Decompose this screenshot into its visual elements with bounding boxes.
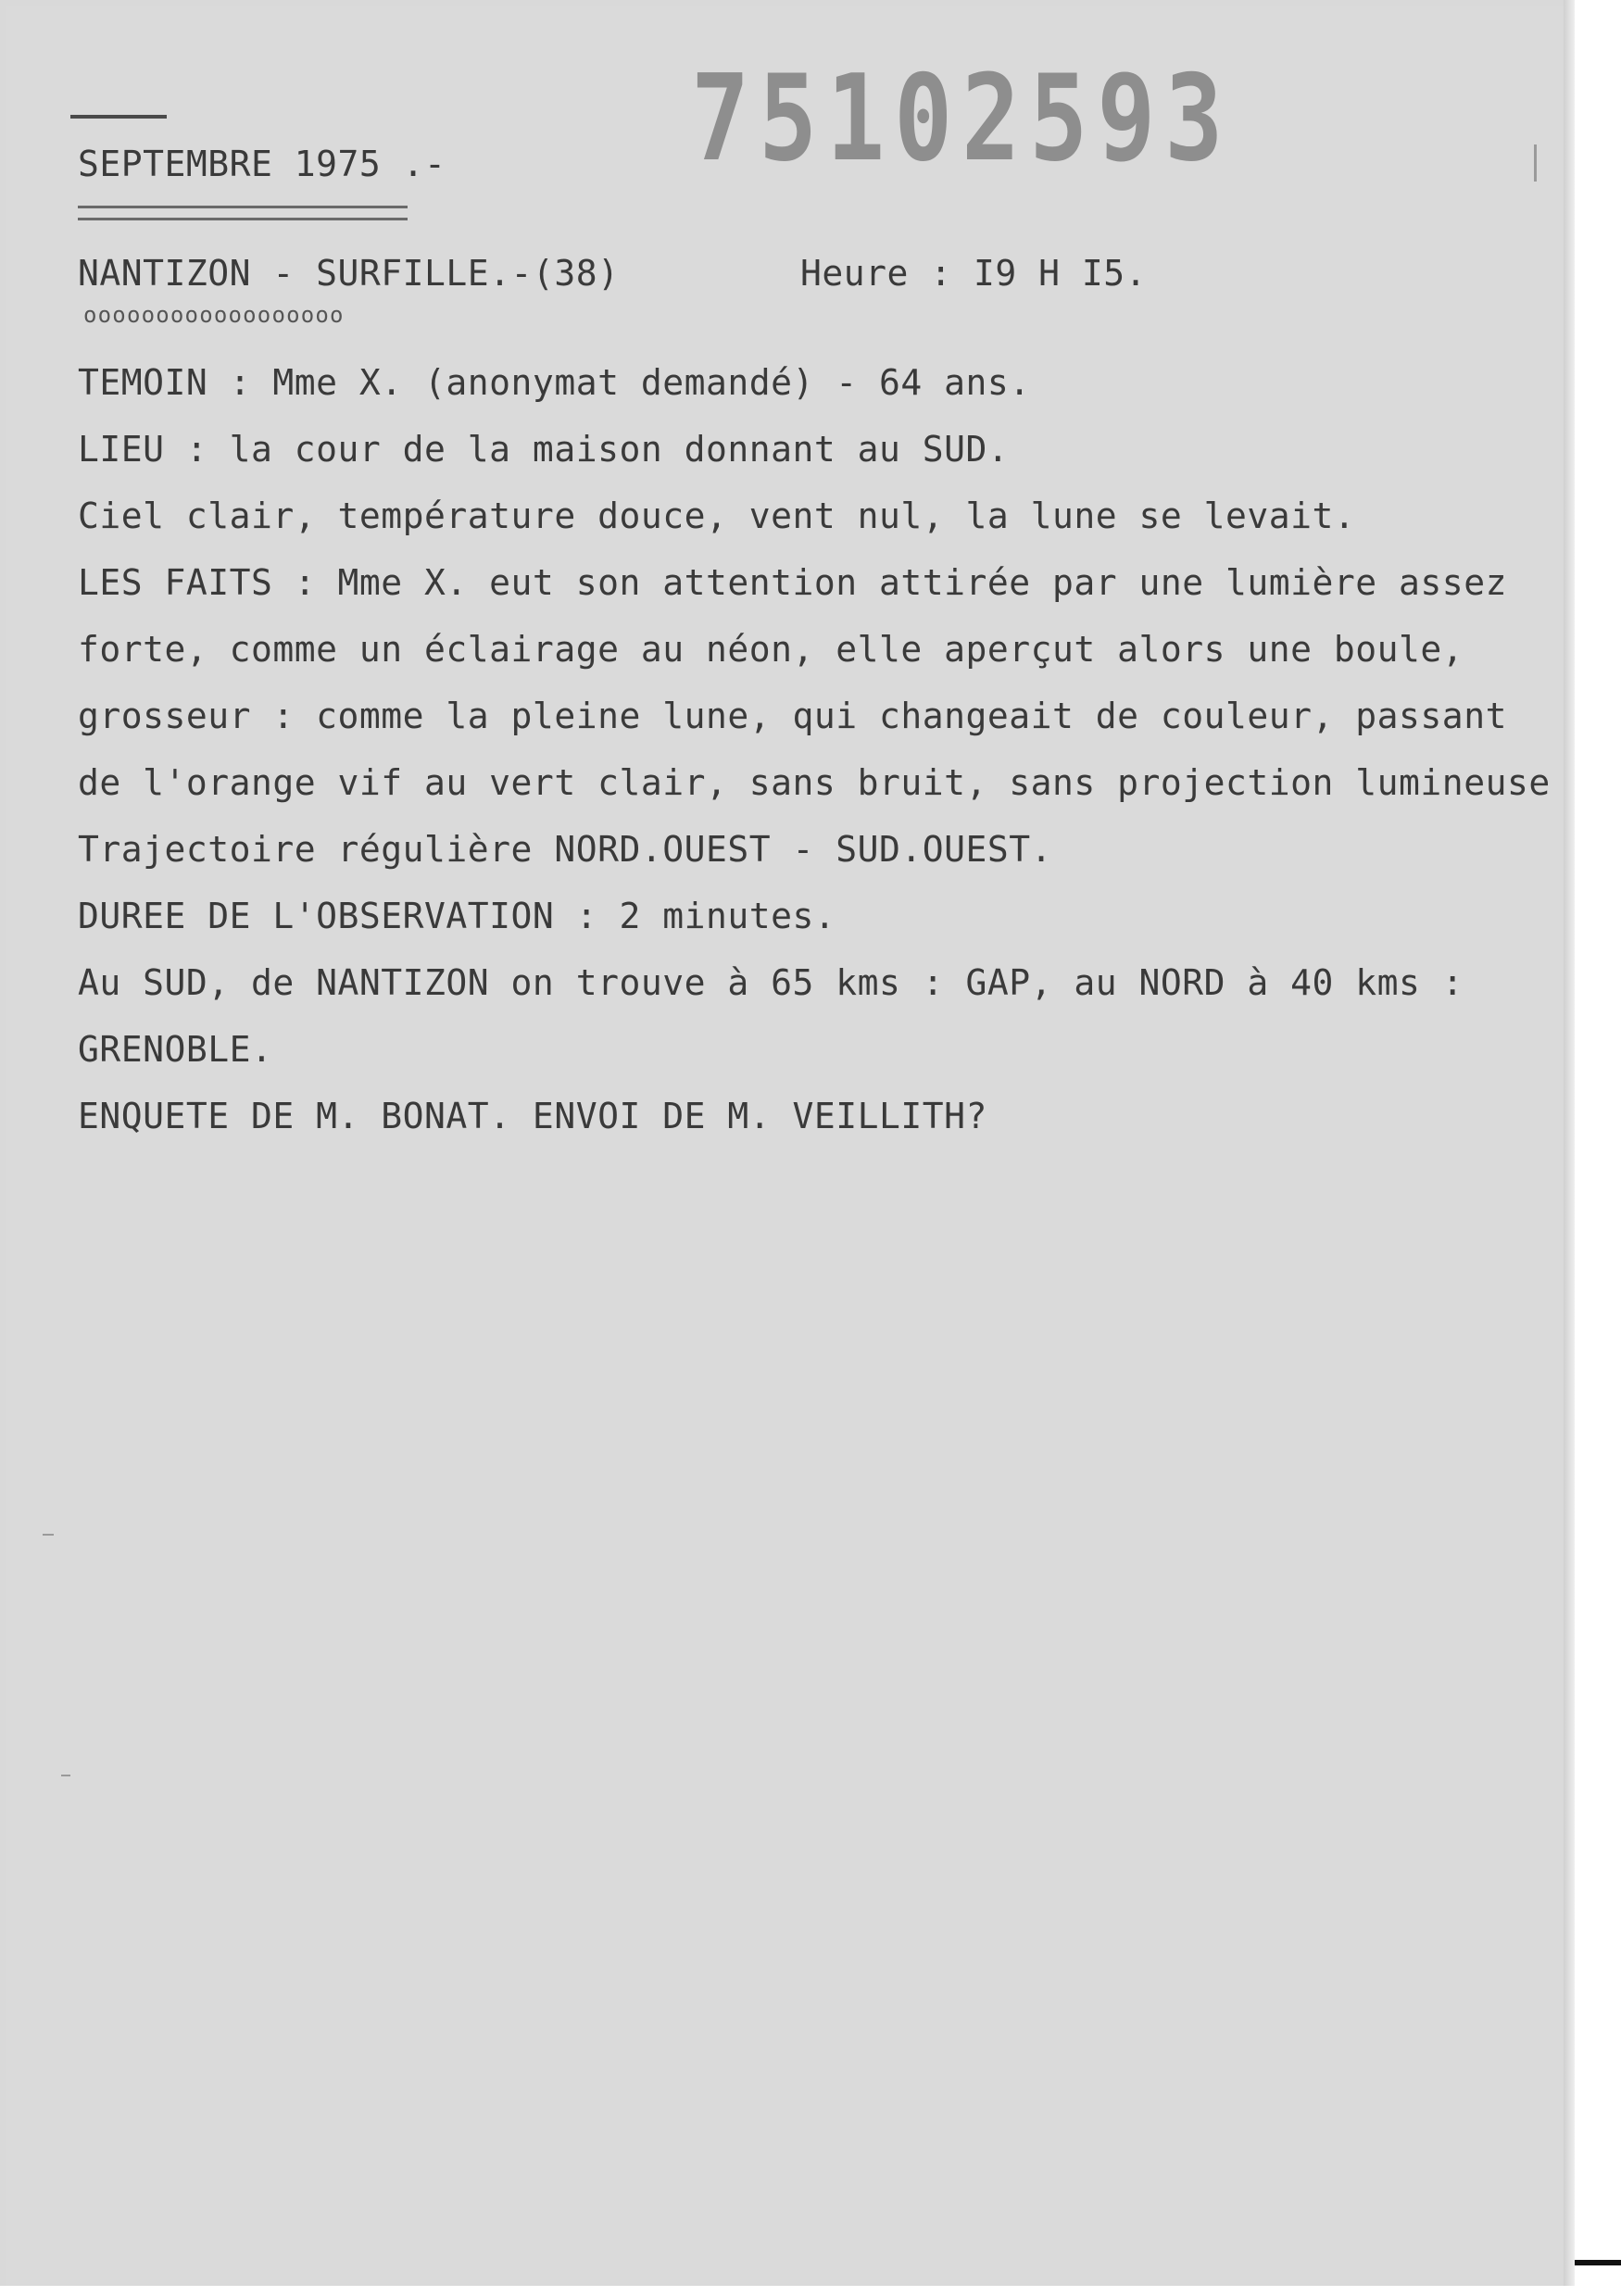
paper-speck [43,1534,54,1536]
text-line: ENQUETE DE M. BONAT. ENVOI DE M. VEILLITH? [78,1096,987,1136]
text-line: DUREE DE L'OBSERVATION : 2 minutes. [78,896,836,936]
corner-mark [1575,2260,1621,2265]
text-line: LES FAITS : Mme X. eut son attention attirée par une lumière assez [78,562,1507,603]
text-line: LIEU : la cour de la maison donnant au SUD. [78,429,1010,470]
text-line: Trajectoire régulière NORD.OUEST - SUD.OUEST. [78,829,1053,870]
text-line: TEMOIN : Mme X. (anonymat demandé) - 64 ans. [78,362,1031,403]
top-dash [70,115,167,119]
time-line: Heure : I9 H I5. [800,253,1148,294]
document-page [6,6,1575,2286]
date-line: SEPTEMBRE 1975 .- [78,144,446,184]
text-line: Ciel clair, température douce, vent nul, la lune se levait. [78,496,1356,536]
scan-border-right [1575,0,1621,2296]
location-line: NANTIZON - SURFILLE.-(38) [78,253,620,294]
circle-row: oooooooooooooooooo [83,302,345,328]
text-line: forte, comme un éclairage au néon, elle aperçut alors une boule, [78,629,1464,670]
text-line: GRENOBLE. [78,1029,273,1070]
reference-number: 75102593 [691,50,1233,188]
text-line: grosseur : comme la pleine lune, qui changeait de couleur, passant [78,696,1507,736]
text-line: de l'orange vif au vert clair, sans bruit, sans projection lumineuse [78,762,1551,803]
double-underline [78,206,408,220]
paper-speck [61,1775,70,1776]
scan-border-bottom [0,2286,1621,2296]
paper-speck [1534,144,1537,182]
text-line: Au SUD, de NANTIZON on trouve à 65 kms : GAP, au NORD à 40 kms : [78,962,1464,1003]
